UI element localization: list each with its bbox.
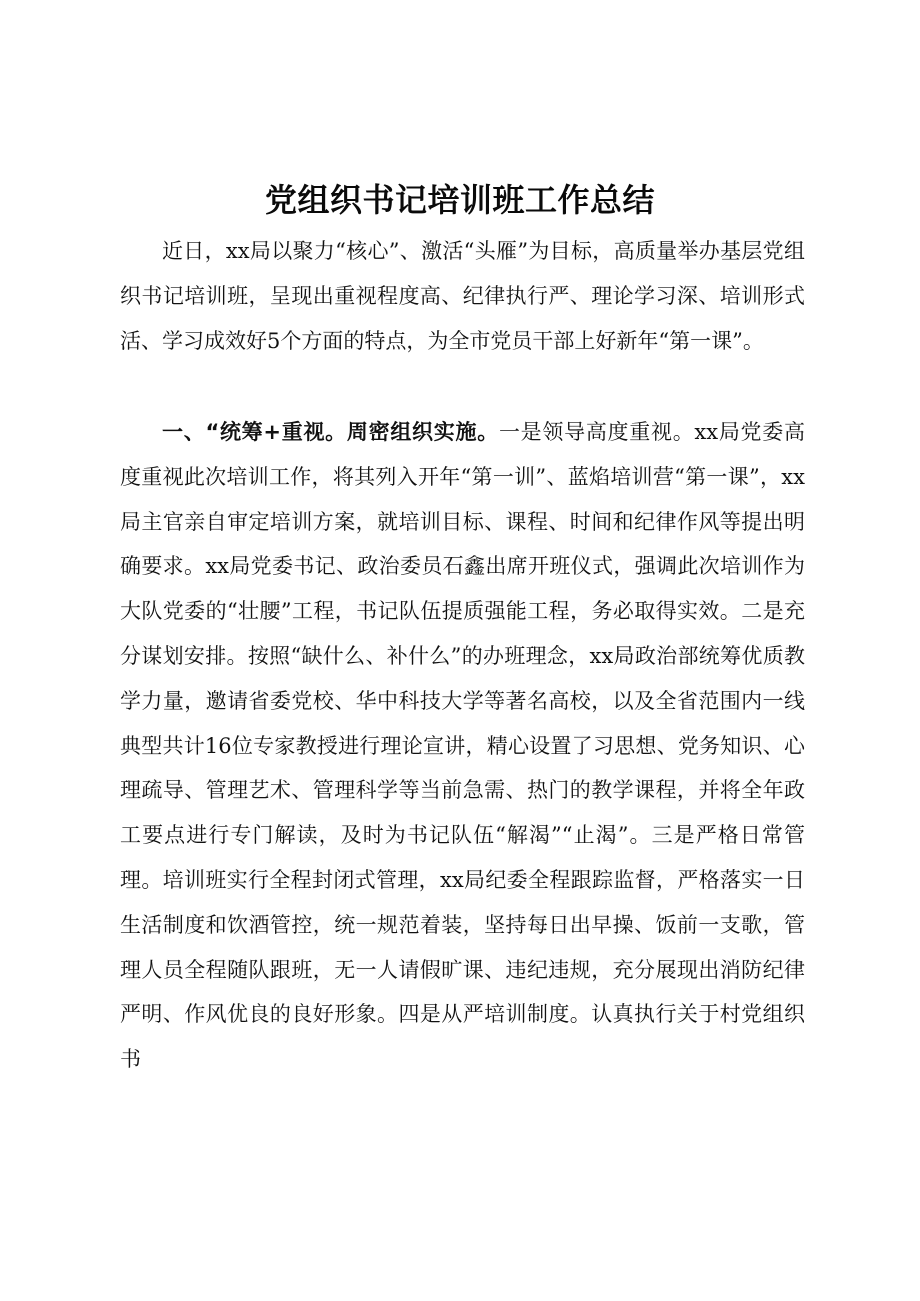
document-title: 党组织书记培训班工作总结 [264, 181, 655, 219]
section-1-heading: 一、“统筹+重视。周密组织实施。 [162, 420, 499, 444]
section-1-body: 一是领导高度重视。xx局党委高度重视此次培训工作，将其列入开年“第一训”、蓝焰培训营“第一课”，xx局主官亲自审定培训方案，就培训目标、课程、时间和纪律作风等提出明确要求。xx局党委书记、政治委员石鑫出席开班仪式，强调此次培训作为大队党委的“壮腰”工程，书记队伍提质强能工程，务必取得实效。二是充分谋划安排。按照“缺什么、补什么”的办班理念，xx局政治部统筹优质教学力量，邀请省委党校、华中科技大学等著名高校，以及全省范围内一线典型共计16位专家教授进行理论宣讲，精心设置了习思想、党务知识、心理疏导、管理艺术、管理科学等当前急需、热门的教学课程，并将全年政工要点进行专门解读，及时为书记队伍“解渴”“止渴”。三是严格日常管理。培训班实行全程封闭式管理，xx局纪委全程跟踪监督，严格落实一日生活制度和饮酒管控，统一规范着装，坚持每日出早操、饭前一支歌，管理人员全程随队跟班，无一人请假旷课、违纪违规，充分展现出消防纪律严明、作风优良的良好形象。四是从严培训制度。认真执行关于村党组织书 [120, 420, 805, 1072]
section-1-paragraph [120, 410, 805, 1082]
intro-paragraph: 近日，xx局以聚力“核心”、激活“头雁”为目标，高质量举办基层党组织书记培训班，呈现出重视程度高、纪律执行严、理论学习深、培训形式活、学习成效好5个方面的特点，为全市党员干部上好新年“第一课”。 [120, 239, 805, 353]
